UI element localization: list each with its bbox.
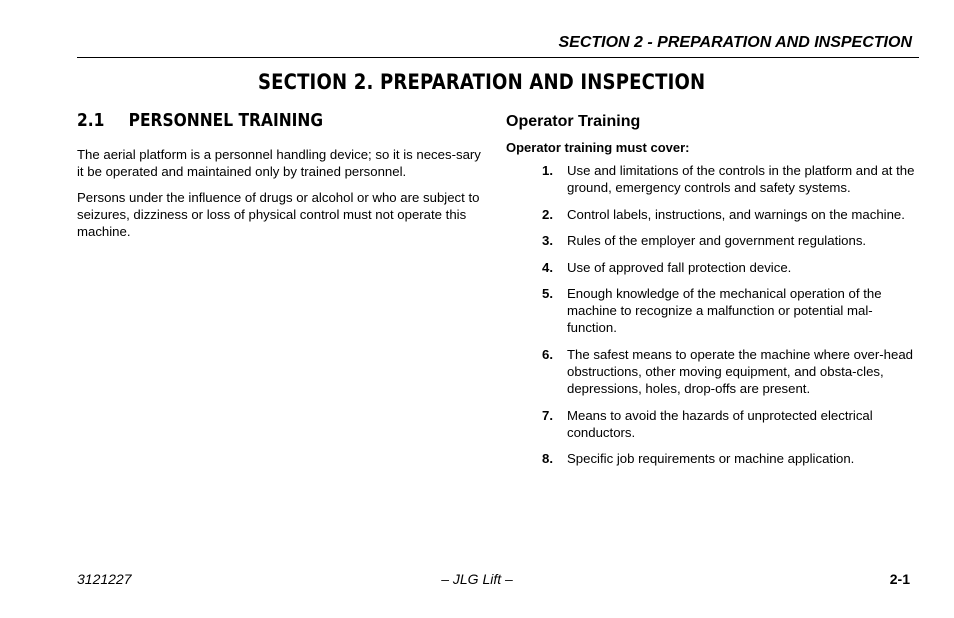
header-rule	[77, 57, 919, 58]
list-item	[506, 206, 920, 223]
list-item	[506, 450, 920, 467]
paragraph: Persons under the influence of drugs or alcohol or who are subject to seizures, dizziness or loss of physical control must not operate this machine.	[77, 190, 480, 239]
list-item-text: Means to avoid the hazards of unprotected electrical conductors.	[567, 407, 873, 440]
list-item	[506, 259, 920, 276]
list-item	[506, 285, 920, 336]
personnel-training-heading	[77, 110, 432, 136]
footer-publisher: – JLG Lift –	[441, 571, 513, 587]
list-item	[506, 162, 920, 196]
subsection-number: 2.1	[77, 110, 105, 131]
list-item-text: Use of approved fall protection device.	[567, 259, 792, 275]
list-item-number: 7.	[542, 407, 553, 423]
list-item	[506, 232, 920, 249]
operator-training-list	[506, 162, 920, 467]
paragraph: The aerial platform is a personnel handling device; so it is neces-sary it be operated and maintained only by trained personnel.	[77, 147, 481, 179]
list-item-number: 2.	[542, 206, 553, 222]
running-header: SECTION 2 - PREPARATION AND INSPECTION	[558, 34, 912, 51]
list-item-number: 3.	[542, 233, 553, 249]
right-column	[506, 112, 920, 477]
section-title: SECTION 2. PREPARATION AND INSPECTION	[257, 70, 706, 94]
list-item-number: 4.	[542, 259, 553, 275]
list-item-text: Rules of the employer and government regulations.	[567, 233, 867, 249]
list-item-number: 6.	[542, 346, 553, 362]
list-item-number: 8.	[542, 451, 553, 467]
operator-training-heading: Operator Training	[506, 113, 641, 130]
operator-training-intro: Operator training must cover:	[506, 140, 690, 155]
footer-page-number: 2-1	[889, 571, 910, 587]
subsection-title: PERSONNEL TRAINING	[128, 110, 324, 131]
left-column	[77, 110, 490, 249]
footer-doc-number: 3121227	[77, 571, 132, 587]
list-item	[506, 346, 920, 397]
list-item-text: Specific job requirements or machine application.	[567, 451, 855, 467]
list-item-text: Enough knowledge of the mechanical operation of the machine to recognize a malfunction or potential mal-function.	[567, 286, 882, 336]
list-item-text: Use and limitations of the controls in the platform and at the ground, emergency controls and safety systems.	[567, 163, 915, 195]
list-item	[506, 407, 920, 441]
list-item-text: The safest means to operate the machine where over-head obstructions, other moving equipment, and obsta-cles, depressions, holes, drop-offs are present.	[567, 346, 914, 396]
list-item-text: Control labels, instructions, and warnings on the machine.	[567, 206, 905, 222]
list-item-number: 5.	[542, 286, 553, 302]
list-item-number: 1.	[542, 163, 553, 178]
